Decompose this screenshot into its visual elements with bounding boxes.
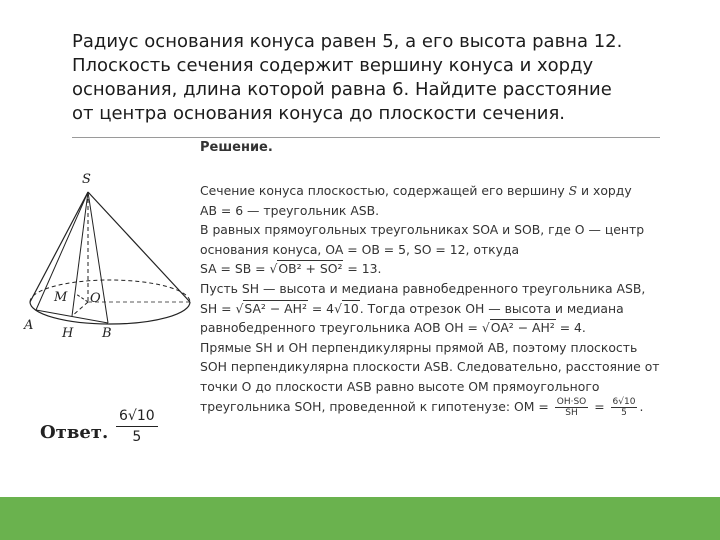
fraction-numerator: 6√10 [612, 396, 636, 407]
solution-text-part: SH = [200, 300, 236, 316]
problem-line: основания, длина которой равна 6. Найдите расстояние [72, 79, 612, 100]
solution-text-part: треугольника SOH, проведенной к гипотенузе: OM = [200, 398, 553, 414]
sqrt-expression: OA² − AH² [490, 320, 555, 336]
sqrt-expression: SA² − AH² [244, 300, 307, 316]
fraction-denominator: 5 [621, 407, 627, 418]
solution-text-part: равнобедренного треугольника AOB OH = [200, 320, 482, 336]
divider [72, 137, 660, 138]
cone-drawing [20, 170, 200, 345]
label-h: H [62, 326, 74, 341]
solution-text-part: = [590, 398, 609, 414]
solution-text-part: и хорду [577, 183, 632, 198]
fraction-denominator: SH [565, 407, 578, 418]
solution-line: SH = √SA² − AH² = 4√10. Тогда отрезок OH — высота и медиана [200, 300, 624, 316]
problem-statement [72, 30, 662, 126]
solution-line: основания конуса, OA = OB = 5, SO = 12, откуда [200, 241, 520, 257]
solution-line: SOH перпендикулярна плоскости ASB. Следовательно, расстояние от [200, 359, 660, 375]
solution-text-part: = 13. [343, 261, 382, 277]
fraction [555, 397, 589, 418]
cone-figure [20, 170, 200, 345]
solution-line: Пусть SH — высота и медиана равнобедренного треугольника ASB, [200, 280, 646, 296]
problem-line: от центра основания конуса до плоскости сечения. [72, 103, 566, 124]
footer-bar [0, 497, 720, 540]
solution-text [200, 181, 686, 418]
solution-text-part: = 4 [307, 300, 335, 316]
label-a: A [24, 318, 34, 333]
fraction-numerator: OH·SO [556, 396, 587, 407]
solution-line [200, 397, 686, 418]
solution-line: равнобедренного треугольника AOB OH = √OA² − AH² = 4. [200, 320, 586, 336]
solution-text-part: SA = SB = [200, 261, 270, 277]
answer-label: Ответ. [40, 422, 109, 443]
solution-text-part: S [568, 183, 578, 198]
answer-numerator: 6√10 [116, 408, 158, 427]
solution-text-part: Сечение конуса плоскостью, содержащей его вершину [200, 183, 569, 198]
sqrt-expression: OB² + SO² [278, 261, 343, 277]
fraction [611, 397, 638, 418]
label-b: B [102, 326, 112, 341]
solution-line [200, 181, 686, 201]
solution-line: точки O до плоскости ASB равно высоте OM прямоугольного [200, 378, 600, 394]
problem-line: Радиус основания конуса равен 5, а его высота равна 12. [72, 31, 623, 52]
label-m: M [54, 290, 68, 305]
solution-text-part: = 4. [555, 320, 586, 336]
solution-text-part: . Тогда отрезок OH — высота и медиана [359, 300, 624, 316]
solution-line: В равных прямоугольных треугольниках SOA и SOB, где O — центр [200, 222, 645, 238]
solution-title: Решение. [200, 140, 273, 155]
solution-line: Прямые SH и OH перпендикулярны прямой AB, поэтому плоскость [200, 339, 638, 355]
problem-line: Плоскость сечения содержит вершину конуса и хорду [72, 55, 594, 76]
answer-denominator: 5 [132, 429, 142, 445]
answer-fraction [116, 408, 158, 445]
label-o: O [90, 291, 101, 306]
sqrt-expression: 10 [342, 300, 359, 316]
solution-text-part: . [639, 398, 644, 414]
solution-line: AB = 6 — треугольник ASB. [200, 202, 380, 218]
label-s: S [82, 172, 91, 187]
solution-line: SA = SB = √OB² + SO² = 13. [200, 261, 382, 277]
